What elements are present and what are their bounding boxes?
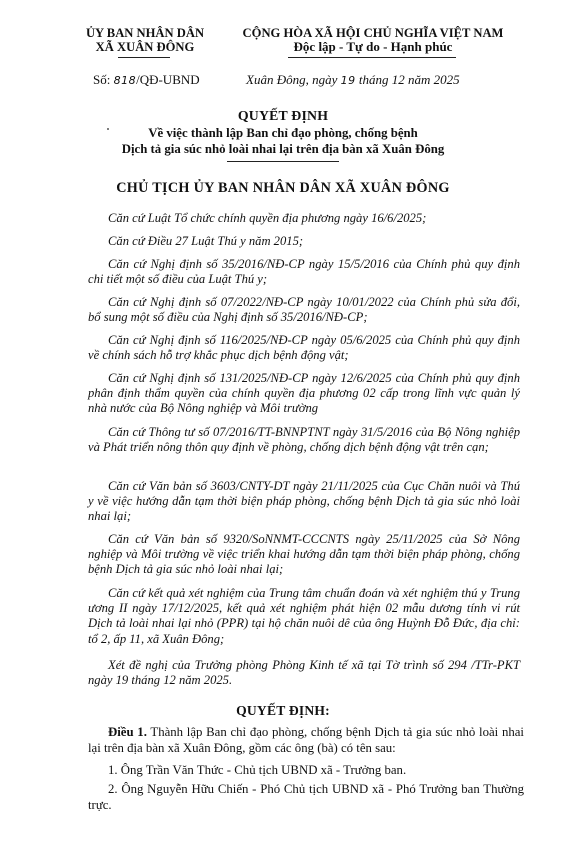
article-1 bbox=[88, 724, 524, 756]
doc-number bbox=[93, 72, 200, 88]
nation-name: CỘNG HÒA XÃ HỘI CHỦ NGHĨA VIỆT NAM bbox=[242, 26, 504, 40]
org-name-line2: XÃ XUÂN ĐÔNG bbox=[95, 40, 195, 54]
legal-basis-1: Căn cứ Luật Tổ chức chính quyền địa phương ngày 16/6/2025; bbox=[108, 211, 427, 225]
date-rest: tháng 12 năm 2025 bbox=[358, 72, 460, 87]
doc-number-prefix: Số: bbox=[93, 72, 111, 87]
motto-underline bbox=[288, 57, 456, 58]
legal-basis-2: Căn cứ Điều 27 Luật Thú y năm 2015; bbox=[108, 234, 304, 248]
date-day: 19 bbox=[340, 74, 356, 87]
article-1-text: Thành lập Ban chỉ đạo phòng, chống bệnh Dịch tả gia súc nhỏ loài nhai lại trên địa bàn xã Xuân Đông, gồm các ông (bà) có tên sau: bbox=[88, 725, 524, 755]
subject-underline bbox=[227, 161, 339, 162]
decision-title: QUYẾT ĐỊNH bbox=[237, 108, 329, 123]
decision-heading: QUYẾT ĐỊNH: bbox=[236, 703, 330, 718]
doc-number-value: 818 bbox=[113, 74, 137, 87]
date-place: Xuân Đông, ngày bbox=[246, 72, 338, 87]
member-2: 2. Ông Nguyễn Hữu Chiến - Phó Chủ tịch UBND xã - Phó Trưởng ban Thường trực. bbox=[88, 782, 524, 812]
legal-basis-4: Căn cứ Nghị định số 07/2022/NĐ-CP ngày 10/01/2022 của Chính phủ sửa đổi, bổ sung một số điều của Nghị định số 35/2016/NĐ-CP; bbox=[88, 295, 520, 325]
issuing-authority: CHỦ TỊCH ỦY BAN NHÂN DÂN XÃ XUÂN ĐÔNG bbox=[116, 180, 450, 196]
legal-basis-7: Căn cứ Thông tư số 07/2016/TT-BNNPTNT ngày 31/5/2016 của Bộ Nông nghiệp và Phát triển nông thôn quy định về phòng, chống dịch bệnh động vật trên cạn; bbox=[88, 425, 520, 455]
decision-subject-line1: Về việc thành lập Ban chỉ đạo phòng, chống bệnh bbox=[148, 126, 418, 140]
org-underline bbox=[118, 57, 170, 58]
legal-basis-9: Căn cứ Văn bản số 9320/SoNNMT-CCCNTS ngày 25/11/2025 của Sở Nông nghiệp và Môi trường về việc triển khai hướng dẫn tạm thời biện pháp phòng, chống bệnh Dịch tả gia súc nhỏ loài nhai lại; bbox=[88, 532, 520, 577]
legal-basis-10: Căn cứ kết quả xét nghiệm của Trung tâm chuẩn đoán và xét nghiệm thú y Trung ương II ngày 17/12/2025, kết quả xét nghiệm phát hiện 02 mẫu dương tính vi rút Dịch tả loài nhai lại nhỏ (PPR) tại hộ chăn nuôi dê của ông Huỳnh Đỗ Đức, địa chỉ: tổ 2, ấp 11, xã Xuân Đông; bbox=[88, 586, 520, 646]
org-name-line1: ỦY BAN NHÂN DÂN bbox=[85, 26, 205, 40]
legal-basis-6: Căn cứ Nghị định số 131/2025/NĐ-CP ngày 12/6/2025 của Chính phủ quy định phân định thẩm quyền của chính quyền địa phương 02 cấp trong lĩnh vực quản lý nhà nước của Bộ Nông nghiệp và Môi trường bbox=[88, 371, 520, 416]
legal-basis-8: Căn cứ Văn bản số 3603/CNTY-DT ngày 21/11/2025 của Cục Chăn nuôi và Thú y về việc hướng dẫn tạm thời biện pháp phòng, chống bệnh Dịch tả gia súc nhỏ loài nhai lại; bbox=[88, 479, 520, 524]
doc-date bbox=[246, 72, 460, 88]
decision-subject-line2: Dịch tả gia súc nhỏ loài nhai lại trên địa bàn xã Xuân Đông bbox=[121, 142, 445, 156]
legal-basis-5: Căn cứ Nghị định số 116/2025/NĐ-CP ngày 05/6/2025 của Chính phủ quy định về chính sách hỗ trợ khắc phục dịch bệnh động vật; bbox=[88, 333, 520, 363]
legal-basis-3: Căn cứ Nghị định số 35/2016/NĐ-CP ngày 15/5/2016 của Chính phủ quy định chi tiết một số điều của Luật Thú y; bbox=[88, 257, 520, 287]
nation-motto: Độc lập - Tự do - Hạnh phúc bbox=[293, 39, 453, 54]
article-1-label: Điều 1. bbox=[108, 725, 147, 739]
legal-basis-11: Xét đề nghị của Trưởng phòng Phòng Kinh tế xã tại Tờ trình số 294 /TTr-PKT ngày 19 tháng 12 năm 2025. bbox=[88, 658, 520, 688]
doc-number-suffix: /QĐ-UBND bbox=[136, 72, 200, 87]
member-1: 1. Ông Trần Văn Thức - Chủ tịch UBND xã - Trưởng ban. bbox=[108, 763, 407, 777]
